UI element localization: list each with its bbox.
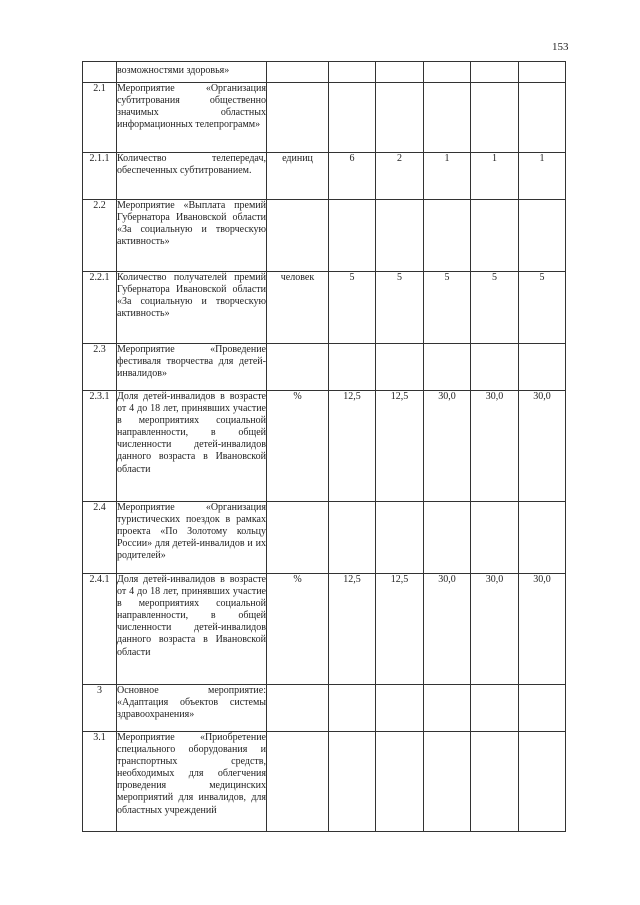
page-number: 153 — [552, 41, 569, 53]
table-row — [83, 732, 566, 832]
row-value-2: 2 — [376, 153, 424, 200]
row-value-2 — [376, 200, 424, 272]
row-unit — [267, 83, 329, 153]
row-unit — [267, 502, 329, 574]
indicators-table — [82, 61, 566, 832]
row-description: Мероприятие «Выплата премий Губернатора Ивановской области «За социальную и творческую активность» — [117, 200, 267, 272]
row-value-4: 1 — [471, 153, 519, 200]
table-row — [83, 62, 566, 83]
row-value-5: 30,0 — [519, 574, 566, 685]
row-description: Количество телепередач, обеспеченных субтитрованием. — [117, 153, 267, 200]
row-description: Мероприятие «Приобретение специального оборудования и транспортных средств, необходимых для облегчения проведения медицинских мероприятий для инвалидов, для областных учреждений — [117, 732, 267, 832]
row-number: 3.1 — [83, 732, 117, 832]
row-number: 2.2.1 — [83, 272, 117, 344]
table-row — [83, 200, 566, 272]
row-value-5: 1 — [519, 153, 566, 200]
table-row — [83, 153, 566, 200]
row-value-3: 30,0 — [424, 574, 471, 685]
row-value-2: 12,5 — [376, 391, 424, 502]
row-description: Мероприятие «Организация туристических поездок в рамках проекта «По Золотому кольцу России» для детей-инвалидов и их родителей» — [117, 502, 267, 574]
row-value-3 — [424, 83, 471, 153]
row-value-5 — [519, 344, 566, 391]
row-value-1 — [329, 685, 376, 732]
row-value-5 — [519, 732, 566, 832]
row-value-3 — [424, 344, 471, 391]
row-value-4: 5 — [471, 272, 519, 344]
row-value-1 — [329, 200, 376, 272]
row-value-4: 30,0 — [471, 391, 519, 502]
row-value-1: 5 — [329, 272, 376, 344]
row-value-1 — [329, 732, 376, 832]
table-row — [83, 391, 566, 502]
row-value-3: 5 — [424, 272, 471, 344]
row-description: Количество получателей премий Губернатора Ивановской области «За социальную и творческую активность» — [117, 272, 267, 344]
table-row — [83, 502, 566, 574]
row-unit: человек — [267, 272, 329, 344]
row-value-5 — [519, 62, 566, 83]
row-value-4 — [471, 200, 519, 272]
row-description: Основное мероприятие: «Адаптация объектов системы здравоохранения» — [117, 685, 267, 732]
row-value-1 — [329, 62, 376, 83]
row-value-3: 30,0 — [424, 391, 471, 502]
row-value-2: 12,5 — [376, 574, 424, 685]
row-value-1: 12,5 — [329, 574, 376, 685]
row-value-3 — [424, 62, 471, 83]
row-description: Доля детей-инвалидов в возрасте от 4 до 18 лет, принявших участие в мероприятиях социальной направленности, в общей численности детей-инвалидов данного возраста в Ивановской области — [117, 391, 267, 502]
row-value-3 — [424, 685, 471, 732]
row-value-4 — [471, 732, 519, 832]
table-row — [83, 272, 566, 344]
row-number: 2.4 — [83, 502, 117, 574]
row-number: 2.3.1 — [83, 391, 117, 502]
row-description: Мероприятие «Организация субтитрования общественно значимых областных информационных телепрограмм» — [117, 83, 267, 153]
row-value-4 — [471, 62, 519, 83]
row-value-5: 5 — [519, 272, 566, 344]
row-unit — [267, 200, 329, 272]
row-unit — [267, 344, 329, 391]
row-description: Мероприятие «Проведение фестиваля творчества для детей-инвалидов» — [117, 344, 267, 391]
row-unit — [267, 62, 329, 83]
row-value-5 — [519, 200, 566, 272]
row-value-2 — [376, 502, 424, 574]
row-value-2 — [376, 344, 424, 391]
row-number: 2.2 — [83, 200, 117, 272]
row-value-3 — [424, 732, 471, 832]
row-unit: % — [267, 391, 329, 502]
table-row — [83, 83, 566, 153]
row-value-5: 30,0 — [519, 391, 566, 502]
table-row — [83, 344, 566, 391]
row-value-1: 12,5 — [329, 391, 376, 502]
table-row — [83, 574, 566, 685]
row-value-2 — [376, 62, 424, 83]
row-value-4 — [471, 502, 519, 574]
row-number: 2.1.1 — [83, 153, 117, 200]
row-value-3 — [424, 502, 471, 574]
row-value-1 — [329, 502, 376, 574]
row-value-4 — [471, 83, 519, 153]
row-value-1 — [329, 344, 376, 391]
row-value-3 — [424, 200, 471, 272]
row-number — [83, 62, 117, 83]
row-unit — [267, 685, 329, 732]
row-value-1 — [329, 83, 376, 153]
row-value-1: 6 — [329, 153, 376, 200]
row-unit: % — [267, 574, 329, 685]
row-value-4 — [471, 685, 519, 732]
row-description: возможностями здоровья» — [117, 62, 267, 83]
row-number: 3 — [83, 685, 117, 732]
row-unit — [267, 732, 329, 832]
row-value-2 — [376, 685, 424, 732]
row-value-5 — [519, 502, 566, 574]
row-value-2 — [376, 732, 424, 832]
row-value-4: 30,0 — [471, 574, 519, 685]
row-unit: единиц — [267, 153, 329, 200]
row-value-3: 1 — [424, 153, 471, 200]
row-number: 2.4.1 — [83, 574, 117, 685]
table-row — [83, 685, 566, 732]
row-value-2: 5 — [376, 272, 424, 344]
row-number: 2.1 — [83, 83, 117, 153]
row-value-5 — [519, 685, 566, 732]
row-value-4 — [471, 344, 519, 391]
row-value-2 — [376, 83, 424, 153]
row-number: 2.3 — [83, 344, 117, 391]
row-description: Доля детей-инвалидов в возрасте от 4 до 18 лет, принявших участие в мероприятиях социальной направленности, в общей численности детей-инвалидов данного возраста в Ивановской области — [117, 574, 267, 685]
row-value-5 — [519, 83, 566, 153]
